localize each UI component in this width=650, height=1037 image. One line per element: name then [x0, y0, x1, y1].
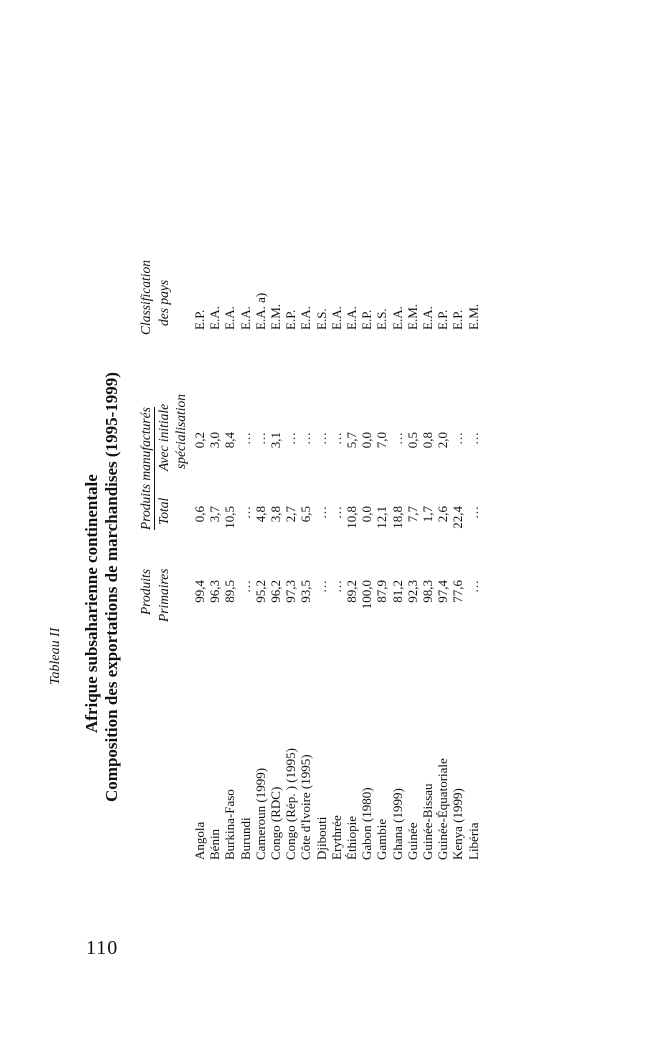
cell-primaires: 97,3	[283, 580, 299, 603]
cell-primaires: 77,6	[450, 580, 466, 603]
cell-primaires: 81,2	[389, 580, 405, 603]
cell-primaires: …	[237, 580, 253, 593]
cell-total: 3,7	[207, 506, 223, 523]
cell-country: Gabon (1980)	[359, 787, 375, 860]
cell-classification: E.A.	[222, 306, 238, 330]
cell-country: Éthiopie	[344, 815, 359, 860]
cell-country: Burkina-Faso	[222, 789, 238, 860]
cell-avec-specialisation: 7,0	[374, 432, 390, 449]
cell-avec-specialisation: …	[252, 432, 268, 445]
cell-primaires: 100,0	[359, 580, 375, 610]
cell-classification: E.P.	[192, 309, 207, 330]
table-row	[345, 240, 359, 860]
cell-avec-specialisation: …	[465, 432, 481, 445]
cell-total: 0,0	[359, 506, 375, 523]
cell-avec-specialisation: …	[328, 432, 344, 445]
cell-classification: E.A.	[328, 306, 344, 330]
cell-classification: E.M.	[465, 304, 481, 330]
table-row	[193, 240, 207, 860]
cell-country: Libéria	[465, 822, 481, 860]
cell-avec-specialisation: 3,1	[268, 432, 283, 449]
table-row	[330, 240, 344, 860]
table-row	[284, 240, 298, 860]
cell-total: 0,6	[192, 506, 207, 523]
cell-country: Guinée-Équatoriale	[435, 758, 451, 860]
cell-country: Congo (RDC)	[268, 786, 283, 860]
page-number: 110	[86, 937, 119, 959]
cell-avec-specialisation: …	[313, 432, 329, 445]
cell-country: Gambie	[374, 818, 390, 860]
cell-primaires: 87,9	[374, 580, 390, 603]
table-subtitle: Composition des exportations de marchandises (1995-1999)	[102, 372, 121, 802]
header-des-pays: des pays	[156, 279, 171, 326]
cell-total: 2,7	[283, 506, 299, 523]
cell-total: …	[465, 506, 481, 519]
cell-country: Burundi	[237, 817, 253, 860]
cell-classification: E.A.	[389, 306, 405, 330]
cell-avec-specialisation: …	[237, 432, 253, 445]
cell-total: 2,6	[435, 506, 451, 523]
cell-avec-specialisation: 3,0	[207, 432, 223, 449]
cell-classification: E.A.	[344, 306, 359, 330]
table-row	[208, 240, 222, 860]
cell-country: Erythrée	[328, 815, 344, 860]
cell-country: Guinée-Bissau	[420, 783, 435, 860]
table-row	[360, 240, 374, 860]
table-row	[467, 240, 481, 860]
cell-primaires: 95,2	[252, 580, 268, 603]
cell-total: …	[313, 506, 329, 519]
cell-total: 12,1	[374, 506, 390, 529]
cell-country: Congo (Rép. ) (1995)	[283, 748, 299, 860]
cell-classification: E.S.	[313, 308, 329, 330]
cell-avec-specialisation: 2,0	[435, 432, 451, 449]
cell-classification: E.M.	[404, 304, 420, 330]
cell-classification: E.P.	[283, 309, 299, 330]
cell-country: Ghana (1999)	[389, 788, 405, 860]
cell-country: Djibouti	[313, 816, 329, 860]
cell-primaires: 99,4	[192, 580, 207, 603]
cell-total: …	[237, 506, 253, 519]
cell-classification: E.P.	[450, 309, 466, 330]
cell-total: 10,8	[344, 506, 359, 529]
table-row	[436, 240, 450, 860]
table-row	[223, 240, 237, 860]
header-avec-initiale: Avec initiale	[156, 403, 171, 471]
table-body	[130, 160, 590, 860]
cell-total: 7,7	[404, 506, 420, 523]
cell-primaires: …	[465, 580, 481, 593]
cell-classification: E.A.	[207, 306, 223, 330]
table-row	[254, 240, 268, 860]
table-row	[375, 240, 389, 860]
table-row	[391, 240, 405, 860]
table-caption: Tableau II	[48, 627, 63, 685]
cell-classification: E.A.	[298, 306, 314, 330]
cell-total: …	[328, 506, 344, 519]
cell-classification: E.A. a)	[252, 292, 268, 330]
cell-classification: E.M.	[268, 304, 283, 330]
table-row	[239, 240, 253, 860]
table-row	[299, 240, 313, 860]
cell-primaires: 93,5	[298, 580, 314, 603]
cell-country: Kenya (1999)	[450, 788, 466, 860]
cell-total: 22,4	[450, 506, 466, 529]
cell-primaires: …	[313, 580, 329, 593]
cell-primaires: 96,2	[268, 580, 283, 603]
header-primaires: Primaires	[156, 568, 171, 622]
cell-avec-specialisation: 0,8	[420, 432, 435, 449]
cell-classification: E.S.	[374, 308, 390, 330]
cell-country: Bénin	[207, 828, 223, 860]
header-produits: Produits	[138, 568, 153, 615]
cell-primaires: 89,5	[222, 580, 238, 603]
header-produits-manufactures: Produits manufacturés	[138, 407, 153, 530]
cell-classification: E.P.	[435, 309, 451, 330]
cell-avec-specialisation: 0,2	[192, 432, 207, 449]
cell-primaires: 92,3	[404, 580, 420, 603]
cell-country: Cameroun (1999)	[252, 767, 268, 860]
cell-total: 1,7	[420, 506, 435, 523]
table-row	[269, 240, 283, 860]
cell-total: 6,5	[298, 506, 314, 523]
table-row	[315, 240, 329, 860]
table-row	[421, 240, 435, 860]
cell-avec-specialisation: …	[283, 432, 299, 445]
rotated-table-block	[48, 259, 590, 860]
cell-primaires: 96,3	[207, 580, 223, 603]
table-row	[451, 240, 465, 860]
cell-classification: E.A.	[237, 306, 253, 330]
cell-primaires: 89,2	[344, 580, 359, 603]
header-specialisation: spécialisation	[173, 394, 188, 469]
cell-avec-specialisation: 8,4	[222, 432, 238, 449]
cell-avec-specialisation: …	[450, 432, 466, 445]
cell-avec-specialisation: …	[298, 432, 314, 445]
header-classification: Classification	[138, 259, 153, 335]
cell-avec-specialisation: …	[389, 432, 405, 445]
cell-classification: E.A.	[420, 306, 435, 330]
cell-avec-specialisation: 5,7	[344, 432, 359, 449]
cell-classification: E.P.	[359, 309, 375, 330]
cell-avec-specialisation: 0,0	[359, 432, 375, 449]
cell-primaires: …	[328, 580, 344, 593]
cell-total: 4,8	[252, 506, 268, 523]
cell-primaires: 97,4	[435, 580, 451, 603]
cell-total: 18,8	[389, 506, 405, 529]
cell-primaires: 98,3	[420, 580, 435, 603]
cell-total: 3,8	[268, 506, 283, 523]
cell-total: 10,5	[222, 506, 238, 529]
cell-country: Guinée	[404, 822, 420, 860]
table-title: Afrique subsaharienne continentale	[82, 474, 101, 733]
table-row	[406, 240, 420, 860]
cell-country: Angola	[192, 821, 207, 860]
header-total: Total	[156, 497, 171, 525]
cell-avec-specialisation: 0,5	[404, 432, 420, 449]
cell-country: Côte d'Ivoire (1995)	[298, 754, 314, 860]
